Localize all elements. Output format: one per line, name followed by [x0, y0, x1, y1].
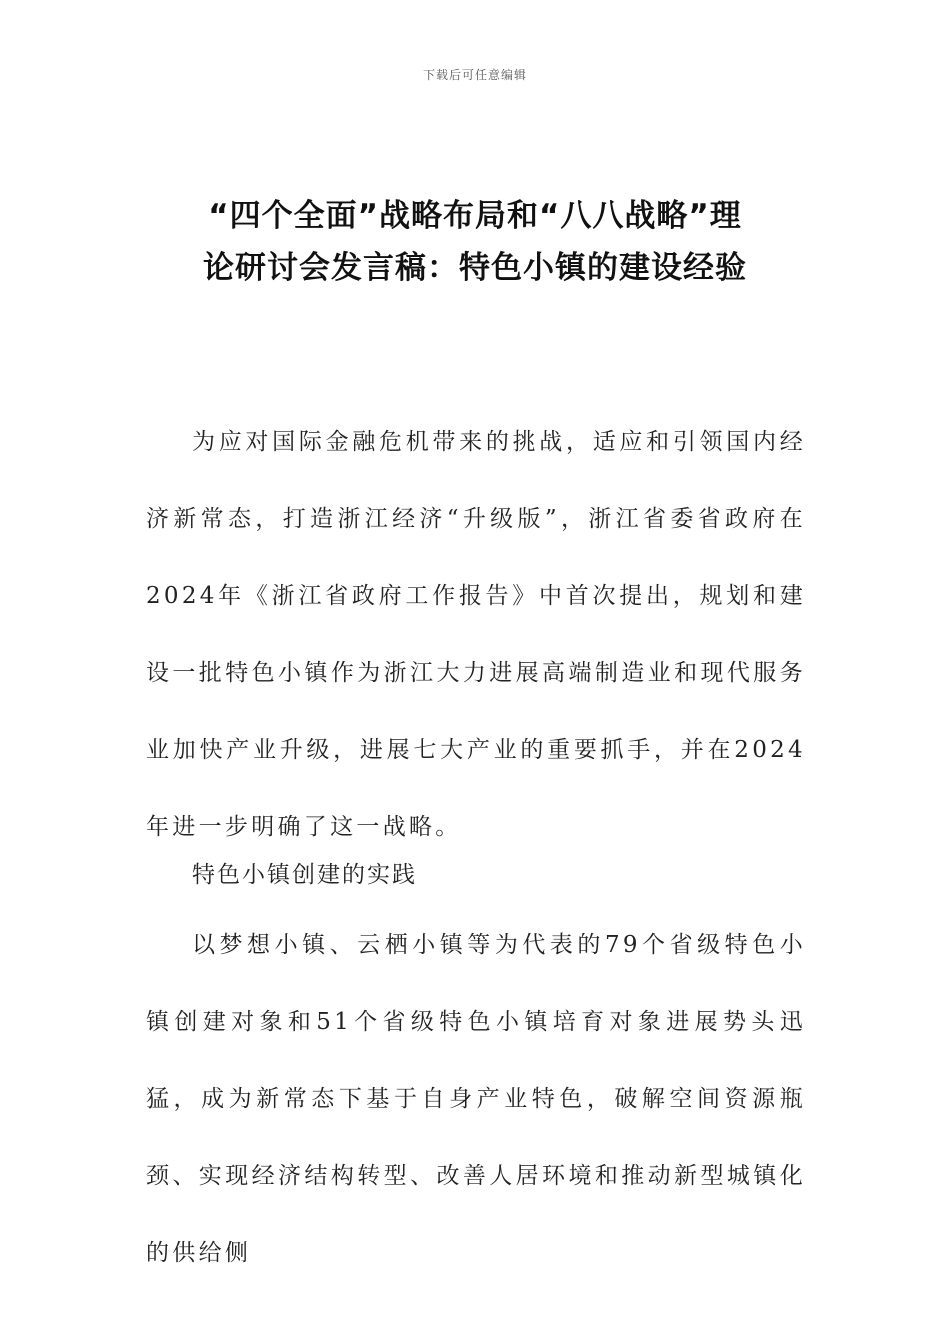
title-line-2: 论研讨会发言稿：特色小镇的建设经验	[203, 250, 747, 286]
body-section-2	[146, 855, 806, 895]
body-section-1	[146, 404, 806, 866]
body-section-3	[146, 907, 806, 1292]
document-title	[150, 190, 800, 294]
title-line-1: “四个全面”战略布局和“八八战略”理	[208, 198, 742, 234]
header-note: 下载后可任意编辑	[422, 68, 527, 82]
section-subheading: 特色小镇创建的实践	[192, 862, 417, 888]
paragraph-practice: 以梦想小镇、云栖小镇等为代表的79个省级特色小镇创建对象和51个省级特色小镇培育对象进展势头迅猛，成为新常态下基于自身产业特色，破解空间资源瓶颈、实现经济结构转型、改善人居环境和推动新型城镇化的供给侧	[146, 932, 806, 1266]
paragraph-intro: 为应对国际金融危机带来的挑战，适应和引领国内经济新常态，打造浙江经济“升级版”，浙江省委省政府在2024年《浙江省政府工作报告》中首次提出，规划和建设一批特色小镇作为浙江大力进展高端制造业和现代服务业加快产业升级，进展七大产业的重要抓手，并在2024年进一步明确了这一战略。	[146, 429, 806, 840]
